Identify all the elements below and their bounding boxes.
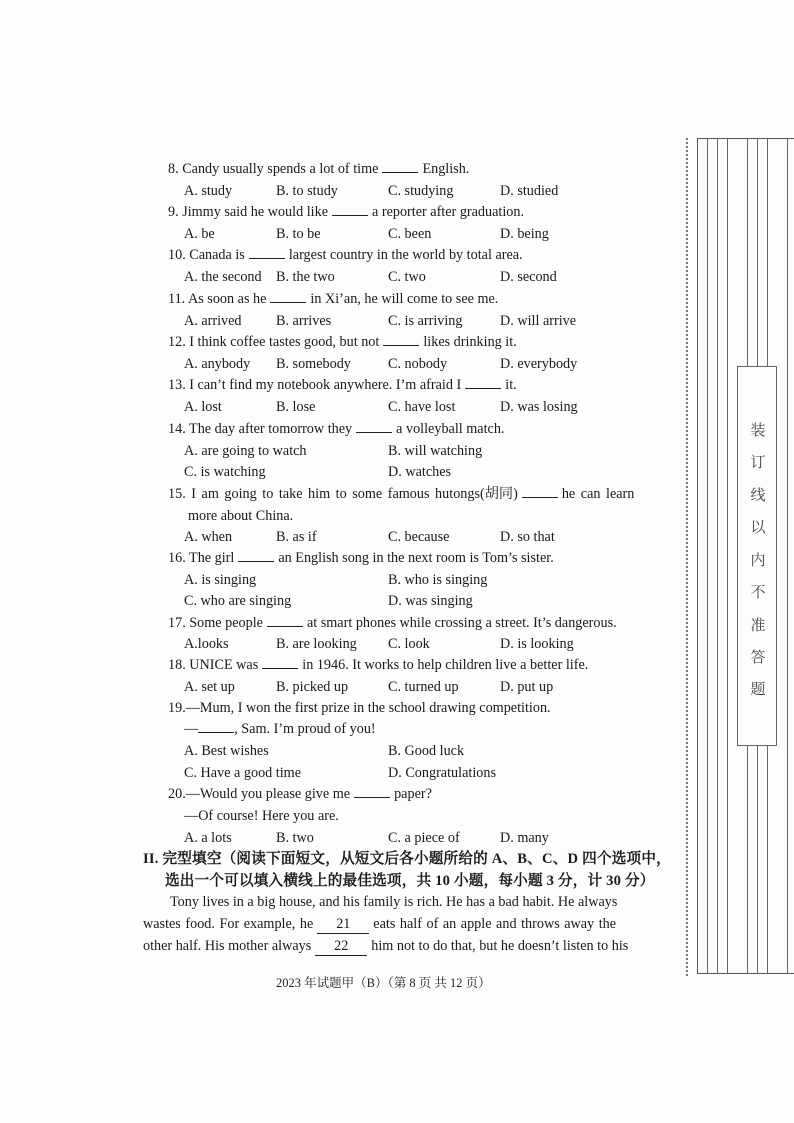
question-8: 8. Candy usually spends a lot of time English. [168, 161, 470, 177]
blank-21: 21 [317, 915, 369, 934]
option-d: D. so that [500, 529, 555, 545]
option-b: B. the two [276, 269, 335, 285]
binding-notice-char: 内 [750, 551, 766, 569]
option-d: D. many [500, 830, 549, 846]
option-d: D. everybody [500, 356, 578, 372]
option-c: C. a piece of [388, 830, 460, 846]
option-b: B. somebody [276, 356, 351, 372]
answer-blank [383, 333, 419, 346]
option-b: B. are looking [276, 636, 357, 652]
option-a: A. set up [184, 679, 235, 695]
question-15: 15. I am going to take him to some famous hutongs(胡同) he can learn [168, 486, 635, 502]
strip-line [767, 138, 768, 366]
option-d: D. being [500, 226, 549, 242]
answer-blank [382, 160, 418, 173]
binding-notice-char: 题 [750, 680, 766, 698]
option-c: C. because [388, 529, 450, 545]
option-c: C. nobody [388, 356, 448, 372]
option-c: C. have lost [388, 399, 456, 415]
option-c: C. is arriving [388, 313, 463, 329]
option-b: B. arrives [276, 313, 332, 329]
option-b: B. to study [276, 183, 338, 199]
question-15-continuation: more about China. [188, 508, 294, 524]
question-16: 16. The girl an English song in the next room is Tom’s sister. [168, 550, 554, 566]
strip-line [727, 138, 728, 974]
option-a: A. anybody [184, 356, 251, 372]
section-2-title-line1: II. 完型填空（阅读下面短文，从短文后各小题所给的 A、B、C、D 四个选项中， [143, 851, 671, 867]
question-19: 19.—Mum, I won the first prize in the school drawing competition. [168, 700, 551, 716]
option-a: A. is singing [184, 572, 257, 588]
strip-line [707, 138, 708, 974]
option-c: C. been [388, 226, 432, 242]
binding-notice-char: 以 [750, 518, 766, 536]
option-a: A. a lots [184, 830, 232, 846]
option-d: D. is looking [500, 636, 574, 652]
option-a: A.looks [184, 636, 229, 652]
binding-notice-char: 不 [750, 583, 766, 601]
passage-line-2: wastes food. For example, he 21 eats half of an apple and throws away the [143, 916, 617, 932]
option-d: D. watches [388, 464, 452, 480]
question-20-reply: —Of course! Here you are. [184, 808, 339, 824]
option-a: A. arrived [184, 313, 242, 329]
option-c: C. is watching [184, 464, 266, 480]
option-c: C. studying [388, 183, 454, 199]
passage-line-3: other half. His mother always 22 him not to do that, but he doesn’t listen to his [143, 938, 629, 954]
binding-notice-char: 准 [750, 616, 766, 634]
option-b: B. Good luck [388, 743, 465, 759]
option-d: D. was singing [388, 593, 473, 609]
strip-line [747, 746, 748, 974]
option-a: A. study [184, 183, 233, 199]
option-c: C. look [388, 636, 430, 652]
answer-blank [354, 785, 390, 798]
question-10: 10. Canada is largest country in the world by total area. [168, 247, 523, 263]
binding-notice-char: 装 [750, 421, 766, 439]
answer-blank [198, 720, 234, 733]
option-c: C. two [388, 269, 426, 285]
option-b: B. as if [276, 529, 317, 545]
option-b: B. two [276, 830, 314, 846]
binding-notice-box [737, 366, 777, 746]
option-b: B. to be [276, 226, 321, 242]
binding-notice-char: 答 [750, 648, 766, 666]
option-b: B. will watching [388, 443, 483, 459]
option-a: A. Best wishes [184, 743, 269, 759]
answer-blank [238, 549, 274, 562]
question-14: 14. The day after tomorrow they a volleyball match. [168, 421, 505, 437]
answer-blank [249, 246, 285, 259]
option-d: D. Congratulations [388, 765, 496, 781]
option-a: A. are going to watch [184, 443, 307, 459]
answer-blank [270, 290, 306, 303]
answer-blank [332, 203, 368, 216]
option-a: A. the second [184, 269, 262, 285]
question-11: 11. As soon as he in Xi’an, he will come to see me. [168, 291, 499, 307]
answer-blank [522, 485, 558, 498]
option-a: A. lost [184, 399, 222, 415]
question-20: 20.—Would you please give me paper? [168, 786, 432, 802]
strip-line [757, 138, 758, 366]
answer-blank [356, 420, 392, 433]
option-d: D. will arrive [500, 313, 577, 329]
blank-22: 22 [315, 937, 367, 956]
strip-line [767, 746, 768, 974]
question-17: 17. Some people at smart phones while crossing a street. It’s dangerous. [168, 615, 617, 631]
option-b: B. who is singing [388, 572, 488, 588]
strip-line [747, 138, 748, 366]
answer-blank [262, 656, 298, 669]
option-c: C. who are singing [184, 593, 292, 609]
binding-notice-char: 线 [750, 486, 766, 504]
option-b: B. picked up [276, 679, 349, 695]
option-d: D. second [500, 269, 557, 285]
question-9: 9. Jimmy said he would like a reporter after graduation. [168, 204, 525, 220]
strip-line [757, 746, 758, 974]
question-12: 12. I think coffee tastes good, but not likes drinking it. [168, 334, 517, 350]
page-footer: 2023 年试题甲（B）（第 8 页 共 12 页） [276, 976, 491, 990]
strip-line [787, 138, 788, 974]
question-13: 13. I can’t find my notebook anywhere. I’m afraid I it. [168, 377, 517, 393]
option-d: D. studied [500, 183, 559, 199]
answer-blank [465, 376, 501, 389]
option-a: A. when [184, 529, 233, 545]
question-19-reply: — , Sam. I’m proud of you! [184, 721, 376, 737]
option-d: D. put up [500, 679, 554, 695]
option-b: B. lose [276, 399, 316, 415]
option-a: A. be [184, 226, 215, 242]
section-2-title-line2: 选出一个可以填入横线上的最佳选项，共 10 小题，每小题 3 分，计 30 分） [165, 873, 655, 889]
binding-dotted-line [686, 138, 688, 976]
question-18: 18. UNICE was in 1946. It works to help children live a better life. [168, 657, 589, 673]
answer-blank [267, 614, 303, 627]
strip-line [717, 138, 718, 974]
binding-notice-char: 订 [750, 453, 766, 471]
passage-line-1: Tony lives in a big house, and his family is rich. He has a bad habit. He always [170, 894, 618, 910]
option-d: D. was losing [500, 399, 578, 415]
option-c: C. Have a good time [184, 765, 302, 781]
option-c: C. turned up [388, 679, 459, 695]
